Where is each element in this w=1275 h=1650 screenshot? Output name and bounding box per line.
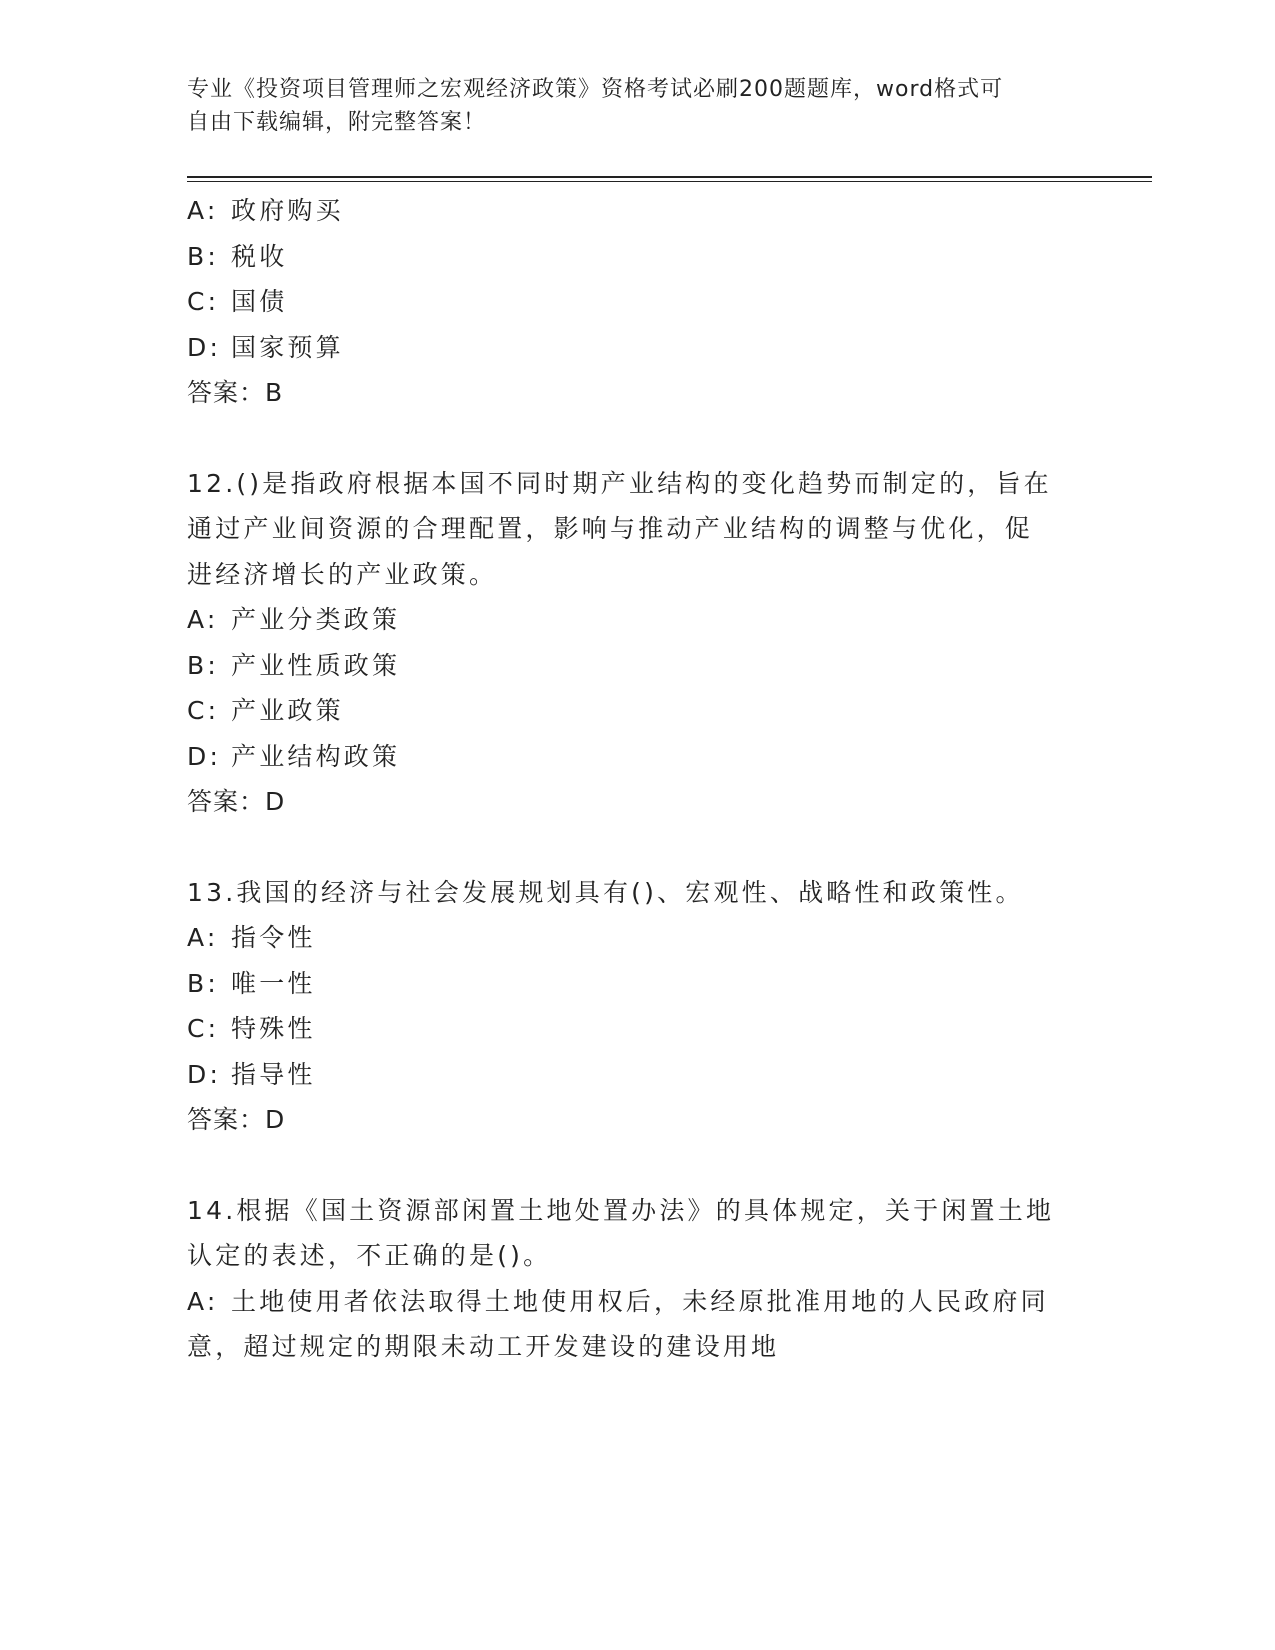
option-a: [187, 1279, 1087, 1325]
option-text: 国家预算: [231, 332, 344, 362]
option-b: [187, 234, 1087, 280]
header-divider-thick: [187, 176, 1152, 178]
option-d: [187, 325, 1087, 371]
header-divider-thin: [187, 181, 1152, 182]
answer-line: 答案：D: [187, 1105, 286, 1134]
question-text-line: 通过产业间资源的合理配置，影响与推动产业结构的调整与优化，促: [187, 514, 1034, 543]
option-b: [187, 643, 1087, 689]
document-header: [187, 73, 1067, 139]
question-13-block: [187, 870, 1087, 1143]
option-text: 产业政策: [231, 696, 344, 725]
option-d: [187, 734, 1087, 780]
option-a: [187, 188, 1087, 234]
option-key: D:: [187, 332, 222, 362]
option-text: 唯一性: [231, 968, 316, 998]
option-key: B:: [187, 241, 219, 271]
option-key: C:: [187, 287, 220, 316]
option-text: 产业结构政策: [231, 741, 401, 771]
option-key: D:: [187, 1059, 222, 1089]
option-key: A:: [187, 605, 219, 634]
option-key: C:: [187, 1014, 220, 1043]
option-b: [187, 961, 1087, 1007]
document-content: [187, 188, 1087, 1370]
header-line-2: 自由下载编辑，附完整答案！: [187, 110, 487, 135]
option-text: 土地使用者依法取得土地使用权后，未经原批准用地的人民政府同: [231, 1286, 1049, 1316]
option-text: 产业分类政策: [231, 605, 401, 634]
option-text: 指导性: [231, 1059, 316, 1089]
option-a-continuation: 意，超过规定的期限未动工开发建设的建设用地: [187, 1332, 780, 1361]
option-key: B:: [187, 968, 219, 998]
question-11-block: [187, 188, 1087, 416]
option-text: 政府购买: [231, 196, 344, 225]
option-c: [187, 688, 1087, 734]
option-key: C:: [187, 696, 220, 725]
option-text: 国债: [231, 287, 288, 316]
answer-line: 答案：B: [187, 378, 284, 407]
question-text-line: 12.()是指政府根据本国不同时期产业结构的变化趋势而制定的，旨在: [187, 468, 1052, 498]
answer-line: 答案：D: [187, 787, 286, 816]
question-12-block: [187, 461, 1087, 825]
option-a: [187, 915, 1087, 961]
option-text: 产业性质政策: [231, 650, 401, 680]
option-c: [187, 279, 1087, 325]
question-text-line: 进经济增长的产业政策。: [187, 559, 498, 589]
option-text: 特殊性: [231, 1014, 316, 1043]
option-key: A:: [187, 1286, 219, 1316]
option-key: B:: [187, 650, 219, 680]
question-text-line: 13.我国的经济与社会发展规划具有()、宏观性、战略性和政策性。: [187, 877, 1024, 907]
option-key: A:: [187, 923, 219, 952]
option-key: D:: [187, 741, 222, 771]
header-line-1: 专业《投资项目管理师之宏观经济政策》资格考试必刷200题题库，word格式可: [187, 77, 1004, 102]
option-c: [187, 1006, 1087, 1052]
option-d: [187, 1052, 1087, 1098]
option-a: [187, 597, 1087, 643]
option-text: 指令性: [231, 923, 316, 952]
question-14-block: [187, 1188, 1087, 1370]
question-text-line: 14.根据《国土资源部闲置土地处置办法》的具体规定，关于闲置土地: [187, 1195, 1055, 1225]
option-text: 税收: [231, 241, 288, 271]
option-key: A:: [187, 196, 219, 225]
question-text-line: 认定的表述，不正确的是()。: [187, 1241, 552, 1270]
